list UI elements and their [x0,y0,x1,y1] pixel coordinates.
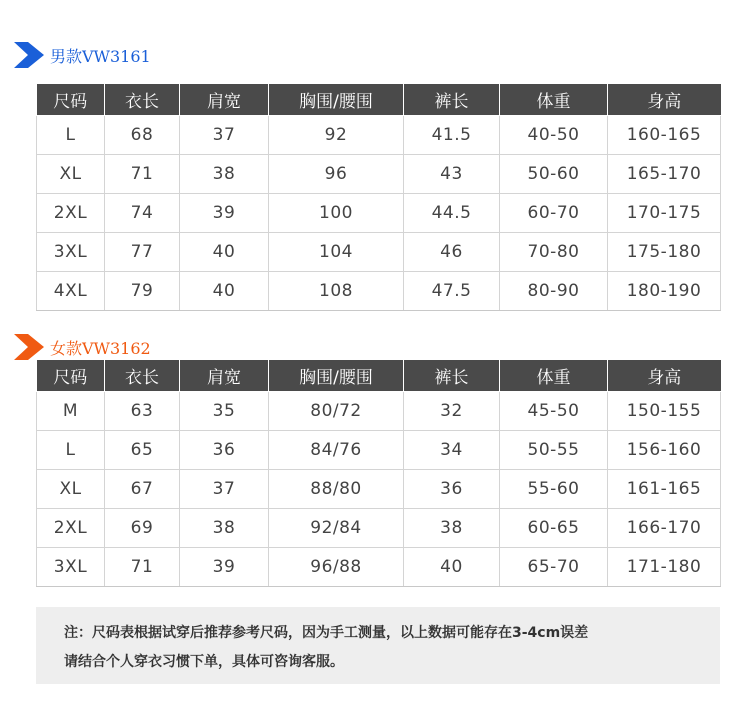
table-cell: 92/84 [269,509,404,548]
column-header: 身高 [608,360,721,392]
table-cell: 70-80 [500,233,608,272]
table-cell: 92 [269,116,404,155]
table-cell: 2XL [37,194,105,233]
table-cell: M [37,392,105,431]
note-line-1: 注：尺码表根据试穿后推荐参考尺码，因为手工测量，以上数据可能存在3-4cm误差 [64,625,589,641]
table-cell: XL [37,155,105,194]
table-cell: 63 [105,392,180,431]
column-header: 胸围/腰围 [269,360,404,392]
column-header: 尺码 [37,360,105,392]
table-cell: 67 [105,470,180,509]
table-cell: 37 [180,470,269,509]
table-cell: 2XL [37,509,105,548]
table-cell: 84/76 [269,431,404,470]
table-cell: 69 [105,509,180,548]
table-cell: 60-70 [500,194,608,233]
table-row [37,233,721,272]
table-row [37,392,721,431]
column-header: 衣长 [105,84,180,116]
table-cell: 38 [180,155,269,194]
table-cell: 44.5 [404,194,500,233]
chevron-right-icon [14,40,48,70]
table-cell: 160-165 [608,116,721,155]
table-row [37,194,721,233]
table-cell: 108 [269,272,404,311]
column-header: 肩宽 [180,84,269,116]
women-section-header [14,332,151,362]
table-cell: 171-180 [608,548,721,587]
column-header: 体重 [500,360,608,392]
column-header: 衣长 [105,360,180,392]
table-row [37,470,721,509]
table-cell: 156-160 [608,431,721,470]
table-cell: 79 [105,272,180,311]
table-cell: 150-155 [608,392,721,431]
column-header: 尺码 [37,84,105,116]
table-cell: 40 [180,233,269,272]
table-cell: 104 [269,233,404,272]
column-header: 肩宽 [180,360,269,392]
table-cell: 47.5 [404,272,500,311]
table-cell: 39 [180,548,269,587]
men-size-table [36,84,721,311]
table-cell: 40-50 [500,116,608,155]
table-cell: 180-190 [608,272,721,311]
table-row [37,155,721,194]
chevron-right-icon [14,332,48,362]
table-cell: 40 [404,548,500,587]
table-cell: 161-165 [608,470,721,509]
column-header: 身高 [608,84,721,116]
table-cell: 77 [105,233,180,272]
table-cell: L [37,431,105,470]
table-cell: 46 [404,233,500,272]
note-line-2: 请结合个人穿衣习惯下单，具体可咨询客服。 [64,654,344,670]
table-cell: 74 [105,194,180,233]
column-header: 胸围/腰围 [269,84,404,116]
column-header: 裤长 [404,360,500,392]
table-cell: 32 [404,392,500,431]
table-cell: 65 [105,431,180,470]
men-section-title: 男款VW3161 [50,46,151,66]
table-cell: 3XL [37,548,105,587]
column-header: 裤长 [404,84,500,116]
table-cell: 41.5 [404,116,500,155]
table-cell: 40 [180,272,269,311]
table-cell: 88/80 [269,470,404,509]
table-cell: 38 [404,509,500,548]
table-cell: 35 [180,392,269,431]
table-header-row [37,360,721,392]
table-cell: 80-90 [500,272,608,311]
column-header: 体重 [500,84,608,116]
table-row [37,116,721,155]
table-cell: 65-70 [500,548,608,587]
table-row [37,431,721,470]
table-cell: 37 [180,116,269,155]
table-cell: 50-60 [500,155,608,194]
size-note [36,607,720,684]
table-cell: L [37,116,105,155]
table-row [37,509,721,548]
table-cell: 68 [105,116,180,155]
table-cell: 165-170 [608,155,721,194]
table-header-row [37,84,721,116]
table-cell: 175-180 [608,233,721,272]
table-cell: 50-55 [500,431,608,470]
table-cell: XL [37,470,105,509]
table-cell: 80/72 [269,392,404,431]
table-cell: 4XL [37,272,105,311]
table-cell: 170-175 [608,194,721,233]
men-section-header [14,40,151,70]
table-row [37,272,721,311]
table-cell: 166-170 [608,509,721,548]
table-cell: 71 [105,548,180,587]
table-cell: 43 [404,155,500,194]
table-cell: 71 [105,155,180,194]
women-section-title: 女款VW3162 [50,338,151,358]
table-cell: 55-60 [500,470,608,509]
table-cell: 36 [404,470,500,509]
table-cell: 39 [180,194,269,233]
table-cell: 45-50 [500,392,608,431]
table-cell: 34 [404,431,500,470]
table-cell: 100 [269,194,404,233]
table-cell: 96/88 [269,548,404,587]
table-cell: 96 [269,155,404,194]
table-cell: 3XL [37,233,105,272]
table-cell: 60-65 [500,509,608,548]
table-cell: 38 [180,509,269,548]
table-row [37,548,721,587]
table-cell: 36 [180,431,269,470]
women-size-table [36,360,721,587]
